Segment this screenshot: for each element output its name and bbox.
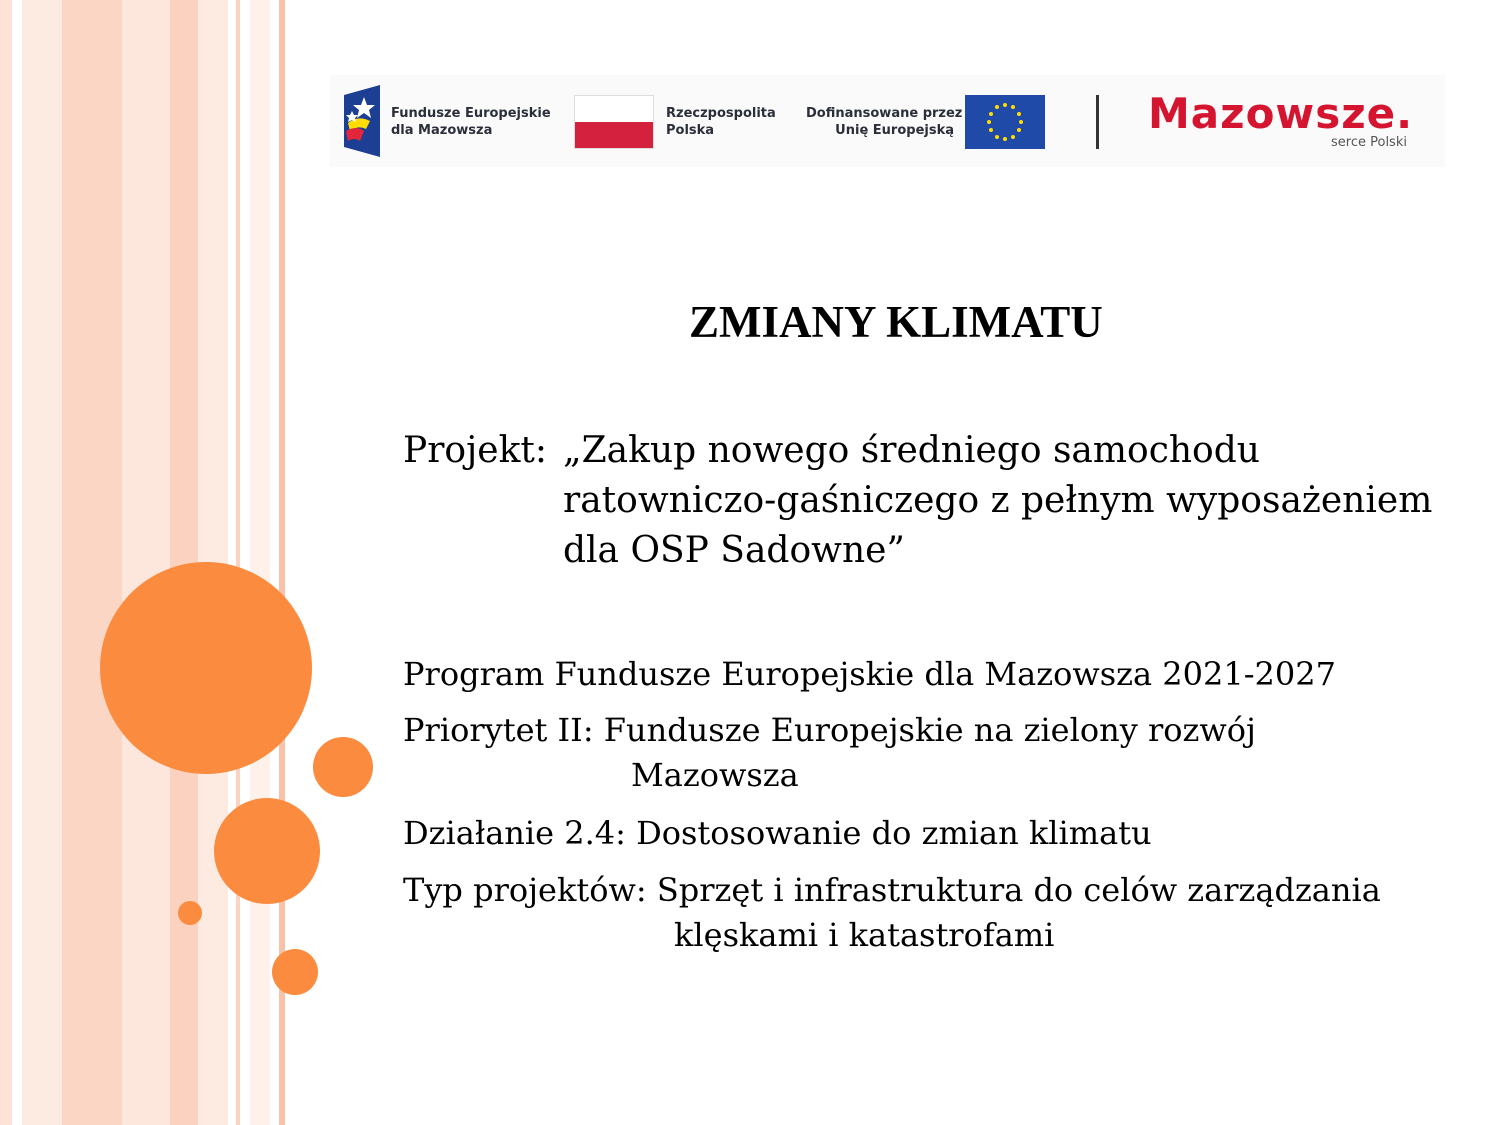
- fe-logo-line1: Fundusze Europejskie: [391, 106, 551, 121]
- eu-logo-line2: Unię Europejską: [835, 123, 954, 138]
- rp-logo-text: [666, 105, 776, 139]
- project-label: Projekt:: [403, 430, 547, 471]
- stripe: [62, 0, 122, 1125]
- fe-logo-line2: dla Mazowsza: [391, 123, 493, 138]
- priority-line2: Mazowsza: [631, 756, 799, 794]
- decor-circle-small: [272, 949, 318, 995]
- stripe: [0, 0, 12, 1125]
- project-line3: dla OSP Sadowne”: [563, 530, 905, 571]
- stripe: [22, 0, 62, 1125]
- project-type-line1: Typ projektów: Sprzęt i infrastruktura do celów zarządzania: [403, 871, 1381, 909]
- stripe: [122, 0, 170, 1125]
- mazowsze-logo-text: Mazowsze.: [1148, 89, 1414, 138]
- priority-line1: Priorytet II: Fundusze Europejskie na zielony rozwój: [403, 711, 1256, 749]
- decor-circle-small: [313, 737, 373, 797]
- fundusze-europejskie-logo-icon: [342, 85, 382, 157]
- stripe: [236, 0, 240, 1125]
- decor-circle-medium: [214, 798, 320, 904]
- decor-circle-large: [100, 562, 312, 774]
- program-line: Program Fundusze Europejskie dla Mazowsza 2021-2027: [403, 655, 1336, 693]
- eu-flag-icon: [965, 95, 1045, 149]
- eu-logo-text: [806, 105, 963, 139]
- project-line2: ratowniczo-gaśniczego z pełnym wyposażeniem: [563, 480, 1433, 521]
- funding-logo-bar: [330, 75, 1445, 167]
- fe-logo-text: [391, 105, 551, 139]
- rp-logo-line1: Rzeczpospolita: [666, 106, 776, 121]
- project-line1: „Zakup nowego średniego samochodu: [563, 430, 1260, 471]
- decor-circle-tiny: [178, 901, 202, 925]
- action-line: Działanie 2.4: Dostosowanie do zmian klimatu: [403, 814, 1152, 852]
- mazowsze-tagline: serce Polski: [1331, 135, 1407, 150]
- eu-logo-line1: Dofinansowane przez: [806, 106, 963, 121]
- rp-logo-line2: Polska: [666, 123, 715, 138]
- project-type-line2: klęskami i katastrofami: [674, 916, 1055, 954]
- page-title: ZMIANY KLIMATU: [689, 297, 1103, 347]
- logo-separator: [1096, 95, 1099, 149]
- polish-flag-icon: [574, 95, 654, 149]
- stripe: [250, 0, 270, 1125]
